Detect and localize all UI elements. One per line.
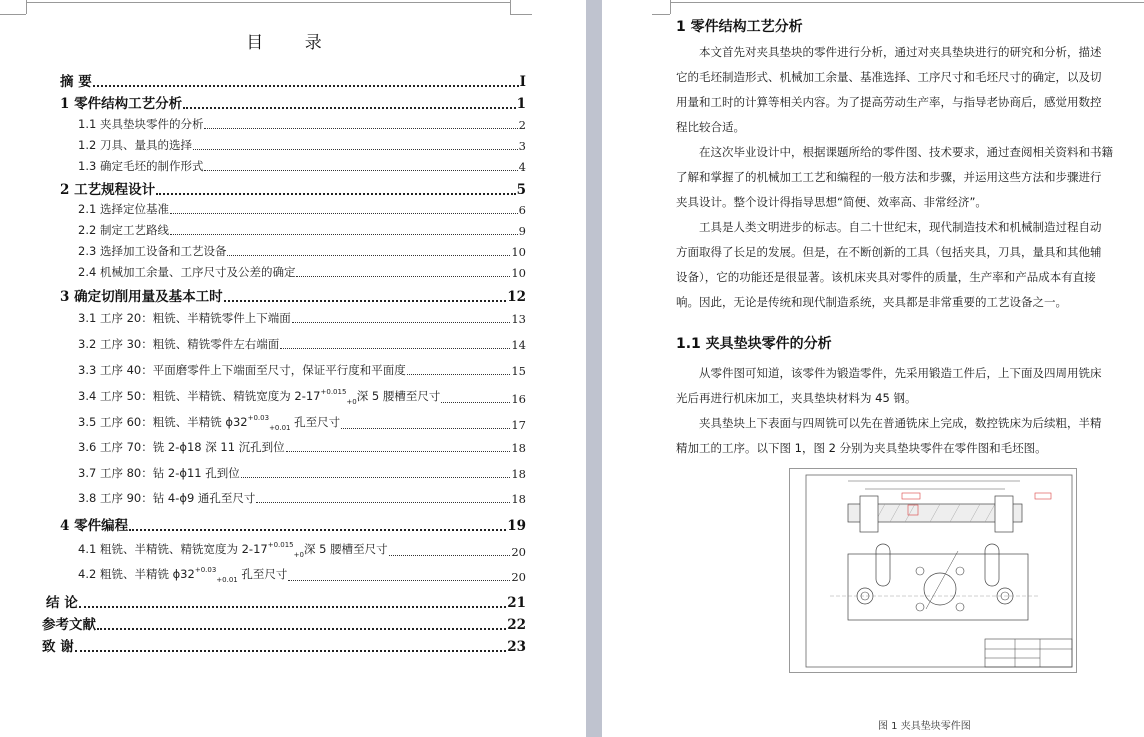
dot-leader <box>292 321 511 323</box>
toc-page-number: I <box>519 74 526 90</box>
toc-entry-label: 3.2 工序 30：粗铣、精铣零件左右端面 <box>78 337 280 351</box>
tolerance-upper: +0.03 <box>194 566 217 574</box>
toc-page-number: 1 <box>516 96 526 112</box>
header-line <box>670 2 1144 3</box>
dot-leader <box>75 649 507 652</box>
paragraph-line: 程比较合适。 <box>676 120 745 134</box>
toc-page-number: 9 <box>518 224 526 238</box>
toc-entry[interactable] <box>60 178 526 198</box>
dot-leader <box>156 192 516 195</box>
section-heading: 1 零件结构工艺分析 <box>676 19 803 35</box>
toc-entry[interactable] <box>42 613 526 633</box>
toc-entry[interactable] <box>78 566 526 584</box>
dot-leader <box>241 476 511 478</box>
toc-page-number: 12 <box>507 289 526 305</box>
dot-leader <box>280 347 510 349</box>
paragraph-line: 从零件图可知道，该零件为锻造零件，先采用锻造工件后，上下面及四周用铣床 <box>676 366 1102 380</box>
toc-entry-label: 1.2 刀具、量具的选择 <box>78 138 192 152</box>
toc-entry[interactable] <box>46 591 526 611</box>
toc-entry-label: 3.6 工序 70：铣 2-ϕ18 深 11 沉孔到位 <box>78 440 285 454</box>
toc-page-number: 10 <box>511 245 526 259</box>
tolerance-upper: +0.03 <box>247 414 270 422</box>
toc-page-number: 23 <box>507 639 526 655</box>
toc-entry[interactable] <box>78 222 526 238</box>
dot-leader <box>227 254 510 256</box>
toc-title: 目 录 <box>246 33 340 53</box>
toc-entry-label: 3.4 工序 50：粗铣、半精铣、精铣宽度为 $2-17^{+0.015}_{+0}$深 5 腰槽至尺寸 <box>78 388 441 406</box>
crop-mark <box>510 14 532 15</box>
crop-mark <box>0 14 26 15</box>
toc-page-number: 18 <box>511 467 526 481</box>
toc-page-number: 20 <box>511 545 526 559</box>
toc-entry-label: 4 零件编程 <box>60 518 129 534</box>
tolerance-lower: +0 <box>293 551 304 559</box>
dot-leader <box>129 528 506 531</box>
toc-entry-label: 1.3 确定毛坯的制作形式 <box>78 159 204 173</box>
dot-leader <box>256 501 510 503</box>
toc-entry[interactable] <box>60 514 526 534</box>
toc-entry-label: 结 论 <box>46 595 78 611</box>
toc-page-number: 18 <box>511 441 526 455</box>
toc-entry-label: 1 零件结构工艺分析 <box>60 96 183 112</box>
toc-page-number: 13 <box>511 312 526 326</box>
toc-entry[interactable] <box>78 439 526 455</box>
paragraph-line: 它的毛坯制造形式、机械加工余量、基准选择、工序尺寸和毛坯尺寸的确定，以及切 <box>676 70 1102 84</box>
toc-page-number: 10 <box>511 266 526 280</box>
paragraph-line: 设备），它的功能还是很显著。该机床夹具对零件的质量，生产率和产品成本有直接 <box>676 270 1096 284</box>
toc-page-number: 5 <box>516 182 526 198</box>
toc-entry[interactable] <box>78 243 526 259</box>
tolerance-lower: +0 <box>346 398 357 406</box>
dot-leader <box>441 401 510 403</box>
toc-entry[interactable] <box>42 635 526 655</box>
toc-page-number: 19 <box>507 518 526 534</box>
dot-leader <box>204 169 517 171</box>
part-drawing-figure <box>789 468 1077 673</box>
toc-entry[interactable] <box>60 92 526 112</box>
tolerance-upper: +0.015 <box>267 541 294 549</box>
figure-caption: 图 1 夹具垫块零件图 <box>878 721 971 732</box>
toc-entry[interactable] <box>78 116 526 132</box>
toc-entry[interactable] <box>78 137 526 153</box>
header-line <box>26 2 510 3</box>
dot-leader <box>224 299 507 302</box>
toc-entry[interactable] <box>60 285 526 305</box>
toc-page-number: 22 <box>507 617 526 633</box>
toc-entry-label: 1.1 夹具垫块零件的分析 <box>78 117 204 131</box>
paragraph-line: 在这次毕业设计中，根据课题所给的零件图、技术要求，通过查阅相关资料和书籍 <box>676 145 1113 159</box>
paragraph-line: 夹具设计。整个设计得指导思想“简便、效率高、非常经济”。 <box>676 195 987 209</box>
crop-mark <box>652 14 670 15</box>
paragraph-line: 用量和工时的计算等相关内容。为了提高劳动生产率，与指导老协商后，感觉用数控 <box>676 95 1102 109</box>
toc-entry-suffix: 深 5 腰槽至尺寸 <box>356 389 441 403</box>
toc-entry-suffix: 孔至尺寸 <box>237 567 288 581</box>
toc-page-number: 6 <box>518 203 526 217</box>
engineering-drawing-icon <box>790 469 1076 672</box>
toc-page-number: 20 <box>511 570 526 584</box>
toc-page-number: 15 <box>511 364 526 378</box>
toc-entry[interactable] <box>78 465 526 481</box>
toc-page-number: 3 <box>518 139 526 153</box>
dot-leader <box>288 579 510 581</box>
tolerance-upper: +0.015 <box>320 388 347 396</box>
toc-entry[interactable] <box>78 310 526 326</box>
dot-leader <box>286 450 511 452</box>
paragraph-line: 光后再进行机床加工，夹具垫块材料为 45 钢。 <box>676 391 917 405</box>
toc-entry[interactable] <box>78 388 526 406</box>
page-gutter <box>586 0 602 737</box>
toc-entry-label: 2.1 选择定位基准 <box>78 202 169 216</box>
dot-leader <box>296 275 510 277</box>
paragraph-line: 了解和掌握了的机械加工工艺和编程的一般方法和步骤，并运用这些方法和步骤进行 <box>676 170 1102 184</box>
dot-leader <box>193 148 518 150</box>
toc-entry-label: 3.8 工序 90：钻 4-ϕ9 通孔至尺寸 <box>78 491 256 505</box>
crop-mark <box>510 0 511 14</box>
dot-leader <box>79 605 507 608</box>
toc-entry[interactable] <box>60 70 526 90</box>
subsection-heading: 1.1 夹具垫块零件的分析 <box>676 336 832 352</box>
toc-entry-label: 3.3 工序 40：平面磨零件上下端面至尺寸，保证平行度和平面度 <box>78 363 406 377</box>
toc-entry-label: 摘 要 <box>60 74 92 90</box>
dot-leader <box>183 106 516 109</box>
paragraph-line: 响。因此，无论是传统和现代制造系统，夹具都是非常重要的工艺设备之一。 <box>676 295 1067 309</box>
toc-entry-label: 致 谢 <box>42 639 74 655</box>
toc-page-number: 14 <box>511 338 526 352</box>
toc-entry-label: 2.4 机械加工余量、工序尺寸及公差的确定 <box>78 265 296 279</box>
toc-entry-label: 4.2 粗铣、半精铣 $\phi 32^{+0.03}_{+0.01}$ 孔至尺寸 <box>78 566 288 584</box>
toc-entry-label: 3.7 工序 80：钻 2-ϕ11 孔到位 <box>78 466 240 480</box>
toc-entry[interactable] <box>78 336 526 352</box>
toc-entry-suffix: 深 5 腰槽至尺寸 <box>303 542 388 556</box>
toc-page-number: 17 <box>511 418 526 432</box>
toc-entry-label: 2.2 制定工艺路线 <box>78 223 169 237</box>
toc-entry[interactable] <box>78 490 526 506</box>
toc-page-number: 4 <box>518 160 526 174</box>
toc-entry[interactable] <box>78 414 526 432</box>
toc-entry-label: 3 确定切削用量及基本工时 <box>60 289 223 305</box>
dot-leader <box>341 427 510 429</box>
toc-page-number: 21 <box>507 595 526 611</box>
toc-entry[interactable] <box>78 158 526 174</box>
toc-entry-label: 参考文献 <box>42 617 96 633</box>
tolerance-lower: +0.01 <box>269 424 291 432</box>
dot-leader <box>204 127 517 129</box>
toc-entry-label: 2 工艺规程设计 <box>60 182 156 198</box>
paragraph-line: 本文首先对夹具垫块的零件进行分析，通过对夹具垫块进行的研究和分析，描述 <box>676 45 1102 59</box>
dot-leader <box>407 373 511 375</box>
paragraph-line: 方面取得了长足的发展。但是，在不断创新的工具（包括夹具，刀具，量具和其他辅 <box>676 245 1102 259</box>
toc-entry-label: 3.5 工序 60：粗铣、半精铣 $\phi 32^{+0.03}_{+0.01}$ 孔至尺寸 <box>78 414 341 432</box>
toc-page-number: 2 <box>518 118 526 132</box>
dot-leader <box>93 84 519 87</box>
toc-entry[interactable] <box>78 362 526 378</box>
toc-entry[interactable] <box>78 201 526 217</box>
toc-entry-suffix: 孔至尺寸 <box>290 415 341 429</box>
toc-entry-label: 3.1 工序 20：粗铣、半精铣零件上下端面 <box>78 311 291 325</box>
toc-page-number: 18 <box>511 492 526 506</box>
paragraph-line: 工具是人类文明进步的标志。自二十世纪末，现代制造技术和机械制造过程自动 <box>676 220 1102 234</box>
dot-leader <box>389 554 511 556</box>
dot-leader <box>170 212 518 214</box>
tolerance-lower: +0.01 <box>216 576 238 584</box>
toc-page-number: 16 <box>511 392 526 406</box>
toc-entry-label: 2.3 选择加工设备和工艺设备 <box>78 244 227 258</box>
toc-entry[interactable] <box>78 264 526 280</box>
toc-entry-label: 4.1 粗铣、半精铣、精铣宽度为 $2-17^{+0.015}_{+0}$深 5 腰槽至尺寸 <box>78 541 388 559</box>
paragraph-line: 夹具垫块上下表面与四周铣可以先在普通铣床上完成，数控铣床为后续粗，半精 <box>676 416 1102 430</box>
paragraph-line: 精加工的工序。以下图 1，图 2 分别为夹具垫块零件在零件图和毛坯图。 <box>676 441 1047 455</box>
dot-leader <box>97 627 506 630</box>
dot-leader <box>170 233 518 235</box>
toc-entry[interactable] <box>78 541 526 559</box>
